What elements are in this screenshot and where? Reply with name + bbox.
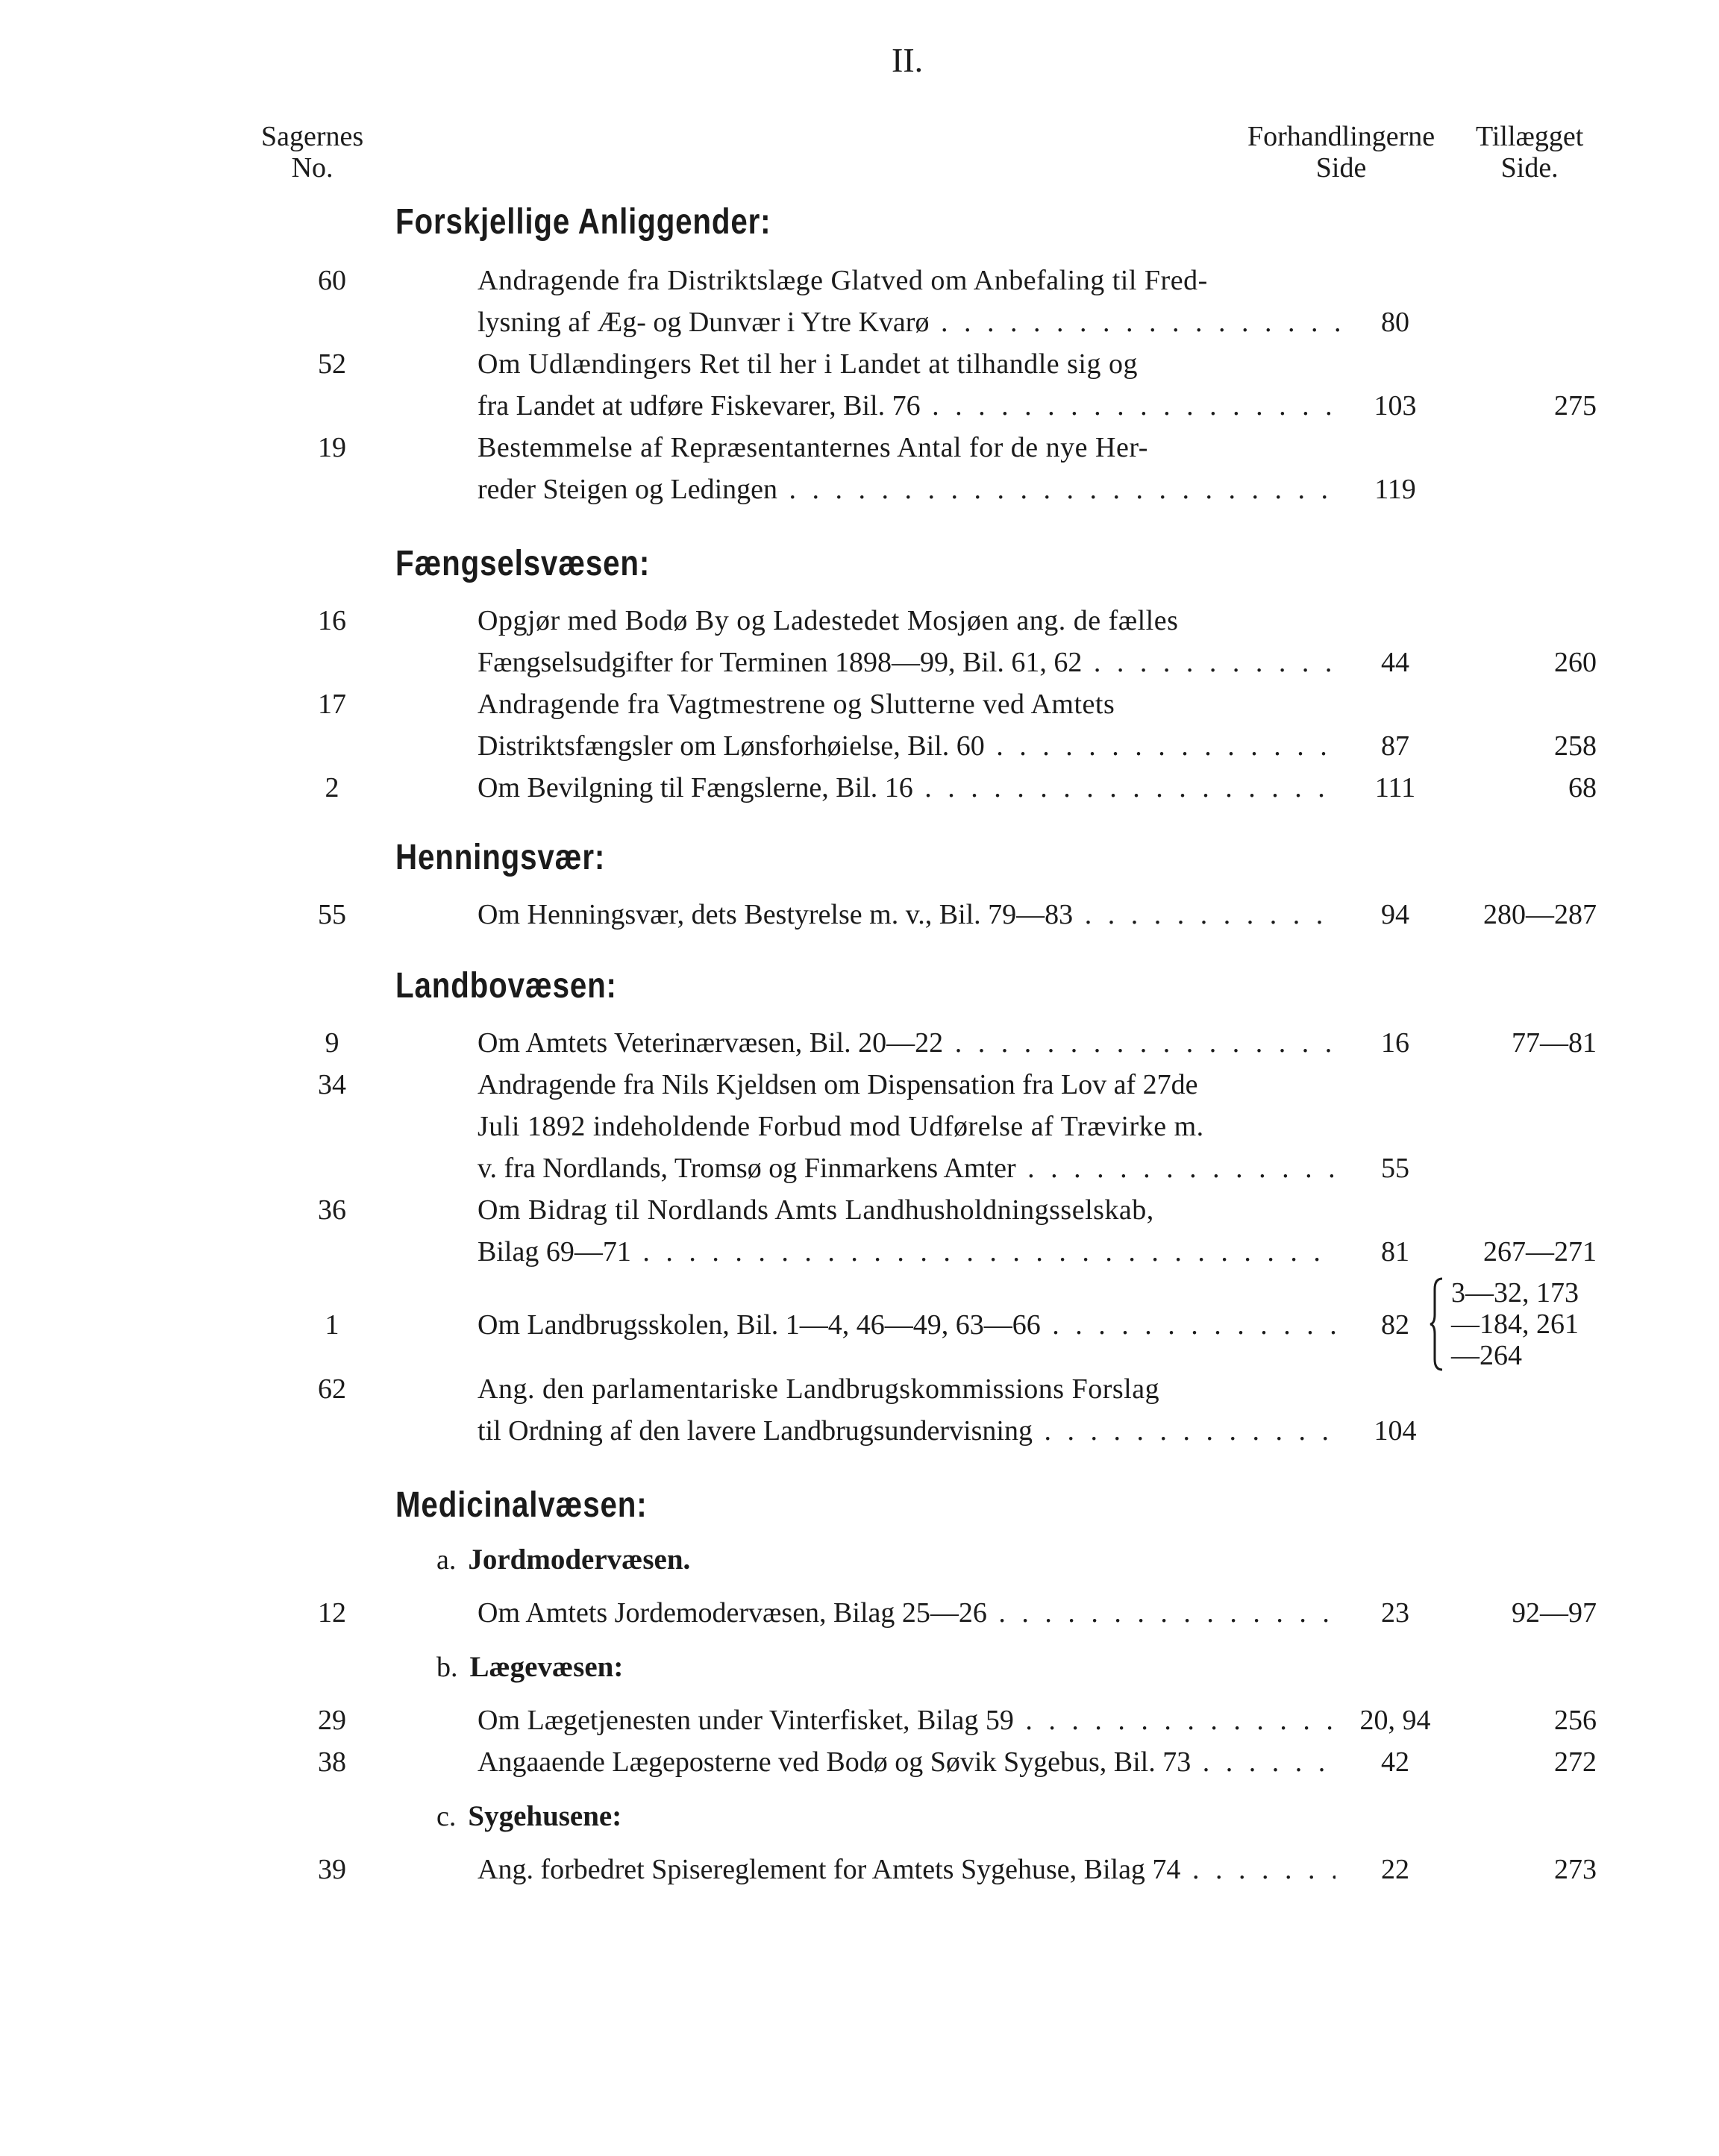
proceedings-page: 80: [1381, 307, 1409, 338]
proceedings-page: 111: [1374, 772, 1416, 803]
case-number: 2: [325, 772, 339, 803]
supplement-page-part: 3—32, 173: [1451, 1277, 1579, 1309]
entry-text-line: Fængselsudgifter for Terminen 1898—99, Bil. 61, 62 . . .: [478, 646, 1336, 679]
supplement-page: 77—81: [1512, 1027, 1597, 1059]
supplement-page: 68: [1568, 772, 1597, 803]
case-number: 9: [325, 1027, 339, 1059]
section-title-forskjellige: Forskjellige Anliggender:: [395, 202, 771, 242]
supplement-page: 273: [1554, 1854, 1597, 1885]
case-number-header: [261, 121, 363, 184]
entry-text-line: Ang. forbedret Spisereglement for Amtets Sygehuse, Bilag 74 . . .: [478, 1853, 1336, 1886]
supplement-page-part: —264: [1451, 1340, 1522, 1371]
case-number-header-line2: No.: [291, 152, 334, 184]
proceedings-page: 81: [1381, 1236, 1409, 1267]
proceedings-page: 20, 94: [1359, 1705, 1431, 1736]
entry-text-line: reder Steigen og Ledingen . . .: [478, 473, 1336, 506]
case-number: 1: [325, 1309, 339, 1341]
supplement-page-multiline: [1451, 1277, 1579, 1371]
case-number: 17: [318, 689, 346, 720]
curly-brace-icon: [1429, 1277, 1445, 1377]
entry-text-line: Distriktsfængsler om Lønsforhøielse, Bil. 60 . . .: [478, 730, 1336, 762]
case-number: 52: [318, 348, 346, 380]
proceedings-page: 103: [1374, 390, 1417, 422]
entry-text-line: Om Udlændingers Ret til her i Landet at tilhandle sig og: [478, 348, 1138, 380]
supplement-page: 272: [1554, 1746, 1597, 1778]
case-number: 19: [318, 432, 346, 463]
subsection-title: Lægevæsen:: [469, 1651, 624, 1683]
proceedings-page-header: [1247, 121, 1435, 184]
proceedings-page: 119: [1374, 474, 1416, 505]
proceedings-page: 42: [1381, 1746, 1409, 1778]
supplement-page: 275: [1554, 390, 1597, 422]
subsection-letter: a.: [436, 1544, 457, 1576]
brace-shape: [1429, 1277, 1445, 1371]
proceedings-page: 94: [1381, 899, 1409, 930]
supplement-header-line2: Side.: [1500, 152, 1559, 184]
supplement-page: 258: [1554, 730, 1597, 762]
entry-text-line: Angaaende Lægeposterne ved Bodø og Søvik Sygebus, Bil. 73 . . .: [478, 1746, 1336, 1779]
section-title-landbovaesen: Landbovæsen:: [395, 966, 617, 1006]
entry-text-line: til Ordning af den lavere Landbrugsundervisning . . .: [478, 1414, 1336, 1447]
proceedings-header-line2: Side: [1315, 152, 1367, 184]
entry-text-line: lysning af Æg- og Dunvær i Ytre Kvarø . . .: [478, 306, 1350, 339]
case-number: 34: [318, 1069, 346, 1100]
section-title-faengselsvaesen: Fængselsvæsen:: [395, 544, 651, 583]
proceedings-page: 16: [1381, 1027, 1409, 1059]
supplement-page: 256: [1554, 1705, 1597, 1736]
case-number: 36: [318, 1194, 346, 1226]
entry-text-line: fra Landet at udføre Fiskevarer, Bil. 76 . . .: [478, 389, 1336, 422]
case-number: 62: [318, 1373, 346, 1405]
entry-text-line: Om Bidrag til Nordlands Amts Landhusholdningsselskab,: [478, 1194, 1154, 1226]
entry-text-line: Om Amtets Jordemodervæsen, Bilag 25—26 . . .: [478, 1596, 1336, 1629]
proceedings-header-line1: Forhandlingerne: [1247, 121, 1435, 152]
supplement-page: 267—271: [1483, 1236, 1597, 1267]
subsection-jordmodervaesen: [436, 1543, 690, 1576]
entry-text-line: Bestemmelse af Repræsentanternes Antal for de nye Her-: [478, 432, 1148, 463]
proceedings-page: 23: [1381, 1597, 1409, 1629]
supplement-header-line1: Tillægget: [1476, 121, 1584, 152]
supplement-page: 280—287: [1483, 899, 1597, 930]
entry-text-line: Bilag 69—71 . . .: [478, 1235, 1336, 1268]
proceedings-page: 22: [1381, 1854, 1409, 1885]
entry-text-line: Andragende fra Vagtmestrene og Slutterne ved Amtets: [478, 689, 1115, 720]
subsection-laegevaesen: [436, 1650, 623, 1684]
supplement-page-part: —184, 261: [1451, 1309, 1579, 1340]
subsection-sygehusene: [436, 1799, 621, 1833]
proceedings-page: 55: [1381, 1153, 1409, 1184]
entry-text-line: Om Landbrugsskolen, Bil. 1—4, 46—49, 63—66 . . .: [478, 1309, 1336, 1341]
subsection-letter: b.: [436, 1652, 458, 1683]
case-number: 60: [318, 265, 346, 296]
supplement-page-header: [1476, 121, 1583, 184]
case-number: 55: [318, 899, 346, 930]
case-number: 38: [318, 1746, 346, 1778]
section-title-henningsvaer: Henningsvær:: [395, 838, 606, 877]
entry-text-line: Om Henningsvær, dets Bestyrelse m. v., Bil. 79—83 . . .: [478, 898, 1336, 931]
case-number: 12: [318, 1597, 346, 1629]
entry-text-line: Om Lægetjenesten under Vinterfisket, Bilag 59 . . .: [478, 1704, 1336, 1737]
subsection-letter: c.: [436, 1801, 457, 1832]
entry-text-line: v. fra Nordlands, Tromsø og Finmarkens Amter . . .: [478, 1152, 1336, 1185]
proceedings-page: 87: [1381, 730, 1409, 762]
entry-text-line: Andragende fra Nils Kjeldsen om Dispensation fra Lov af 27de: [478, 1069, 1198, 1100]
entry-text-line: Andragende fra Distriktslæge Glatved om Anbefaling til Fred-: [478, 265, 1208, 296]
proceedings-page: 44: [1381, 647, 1409, 678]
case-number-header-line1: Sagernes: [261, 121, 364, 152]
page-number: II.: [892, 41, 924, 79]
subsection-title: Sygehusene:: [468, 1800, 622, 1832]
entry-text-line: Ang. den parlamentariske Landbrugskommissions Forslag: [478, 1373, 1160, 1405]
supplement-page: 260: [1554, 647, 1597, 678]
proceedings-page: 104: [1374, 1415, 1417, 1447]
case-number: 16: [318, 605, 346, 636]
entry-text-line: Juli 1892 indeholdende Forbud mod Udførelse af Trævirke m.: [478, 1111, 1204, 1142]
entry-text-line: Om Bevilgning til Fængslerne, Bil. 16 . . .: [478, 771, 1336, 804]
proceedings-page: 82: [1381, 1309, 1409, 1341]
section-title-medicinalvaesen: Medicinalvæsen:: [395, 1485, 648, 1525]
case-number: 39: [318, 1854, 346, 1885]
entry-text-line: Om Amtets Veterinærvæsen, Bil. 20—22 . . .: [478, 1027, 1336, 1059]
entry-text-line: Opgjør med Bodø By og Ladestedet Mosjøen ang. de fælles: [478, 605, 1179, 636]
case-number: 29: [318, 1705, 346, 1736]
supplement-page: 92—97: [1512, 1597, 1597, 1629]
subsection-title: Jordmodervæsen.: [468, 1544, 691, 1576]
